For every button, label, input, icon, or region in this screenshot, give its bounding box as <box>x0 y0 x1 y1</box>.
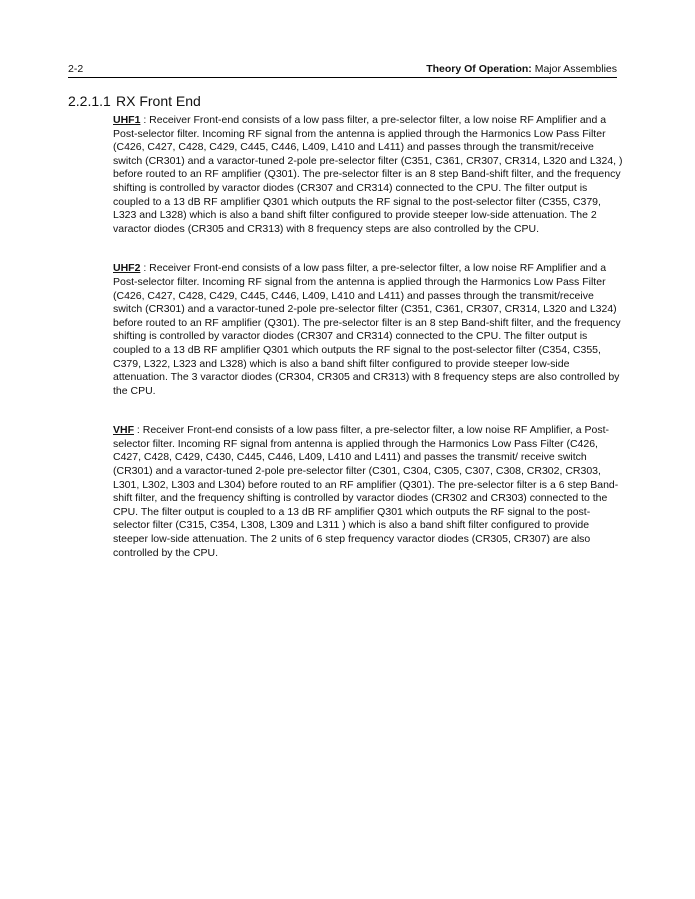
body-content <box>113 114 625 560</box>
page-header <box>68 62 617 78</box>
section-number: 2.2.1.1 <box>68 93 111 109</box>
paragraph-text-uhf1: : Receiver Front-end consists of a low pass filter, a pre-selector filter, a low noise RF Amplifier and a Post-selector filter. Incoming RF signal from the antenna is applied through the Harmonics Low Pass Filter (C426, C427, C428, C429, C445, C446, L409, L410 and L411) and passes through the transmit/receive switch (CR301) and a varactor-tuned 2-pole pre-selector filter (C351, C361, CR307, CR314, L320 and L324, ) before routed to an RF amplifier (Q301). The pre-selector filter is an 8 step Band-shift filter, and the frequency shifting is controlled by varactor diodes (CR307 and CR314) connected to the CPU. The filter output is coupled to a 13 dB RF amplifier Q301 which outputs the RF signal to the post-selector filter (C355, C379, L323 and L328) which is also a band shift filter configured to provide steeper low-side attenuation. The 2 varactor diodes (CR305 and CR313) with 8 frequency steps are also controlled by the CPU. <box>113 114 623 235</box>
paragraph-vhf <box>113 424 625 560</box>
section-title: RX Front End <box>116 93 201 109</box>
paragraph-label-uhf1: UHF1 <box>113 114 141 126</box>
running-title-chapter: Theory Of Operation: <box>426 63 532 75</box>
section-heading <box>68 93 201 109</box>
paragraph-uhf1 <box>113 114 625 236</box>
paragraph-text-uhf2: : Receiver Front-end consists of a low pass filter, a pre-selector filter, a low noise RF Amplifier and a Post-selector filter. Incoming RF signal from the antenna is applied through the Harmonics Low Pass Filter (C426, C427, C428, C429, C445, C446, L409, L410 and L411) and passes through the transmit/receive switch (CR301) and a varactor-tuned 2-pole pre-selector filter (C351, C361, CR307, CR314, L320 and L324) before routed to an RF amplifier (Q301). The pre-selector filter is an 8 step Band-shift filter, and the frequency shifting is controlled by varactor diodes (CR307 and CR314) connected to the CPU. The filter output is coupled to a 13 dB RF amplifier Q301 which outputs the RF signal to the post-selector filter (C354, C355, C379, L322, L323 and L328) which is also a band shift filter configured to provide steeper low-side attenuation. The 3 varactor diodes (CR304, CR305 and CR313) with 8 frequency steps are also controlled by the CPU. <box>113 262 621 397</box>
running-title <box>426 62 617 76</box>
header-divider <box>68 77 617 78</box>
paragraph-text-vhf: : Receiver Front-end consists of a low pass filter, a pre-selector filter, a low noise RF Amplifier, a Post-selector filter. Incoming RF signal from antenna is applied through the Harmonics Low Pass Filter (C426, C427, C428, C429, C430, C445, C446, L409, L410 and L411) and passes the transmit/ receive switch (CR301) and a varactor-tuned 2-pole pre-selector filter (C301, C304, C305, C307, C308, CR302, CR303, L301, L302, L303 and L304) before routed to an RF amplifier (Q301). The pre-selector filter is a 6 step Band-shift filter, and the frequency shifting is controlled by varactor diodes (CR302 and CR303) connected to the CPU. The filter output is coupled to a 13 dB RF amplifier Q301 which outputs the RF signal to the post-selector filter (C315, C354, L308, L309 and L311 ) which is also a band shift filter configured to provide steeper low-side attenuation. The 2 units of 6 step frequency varactor diodes (CR305, CR307) are also controlled by the CPU. <box>113 424 619 559</box>
paragraph-uhf2 <box>113 262 625 398</box>
paragraph-label-uhf2: UHF2 <box>113 262 141 275</box>
page-number: 2-2 <box>68 63 84 75</box>
paragraph-label-vhf: VHF <box>113 424 134 437</box>
running-title-section: Major Assemblies <box>531 63 617 75</box>
